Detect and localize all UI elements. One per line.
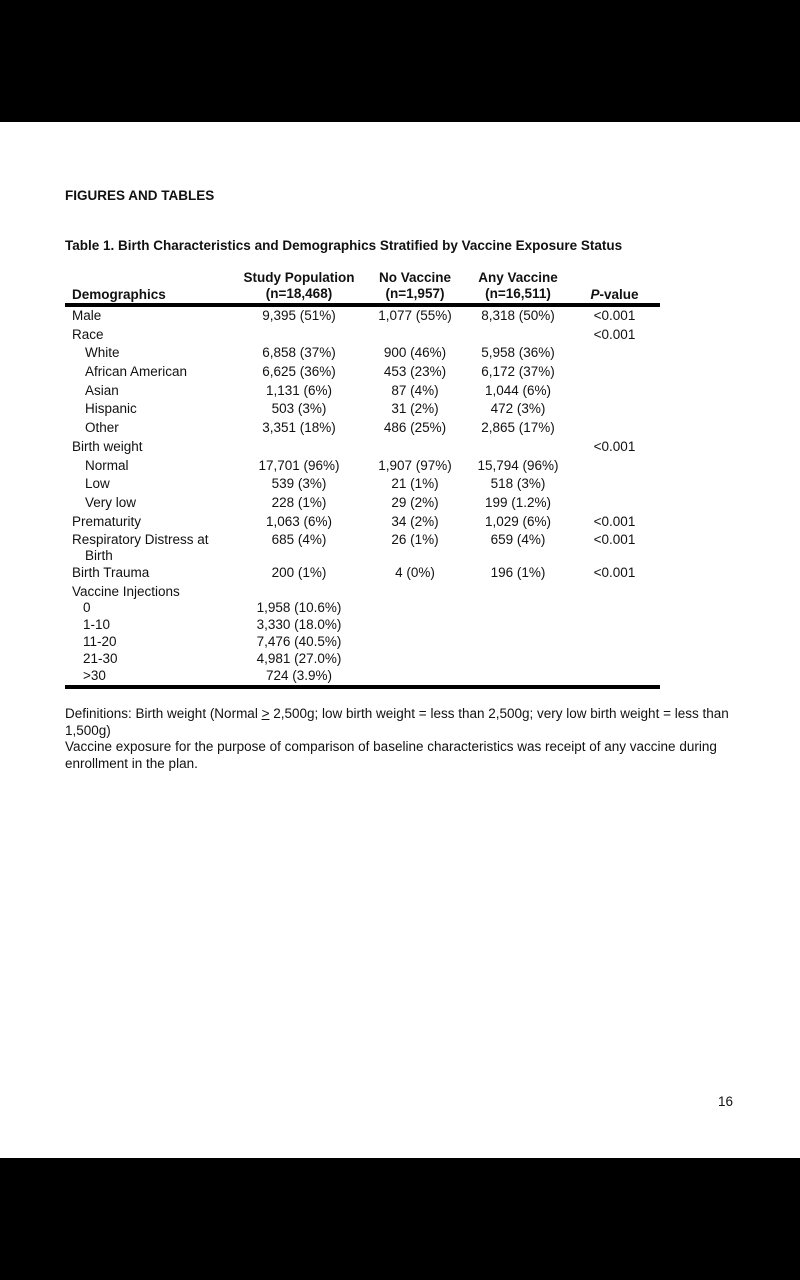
table-row bbox=[65, 531, 660, 564]
study-population-cell: 6,625 (36%) bbox=[262, 364, 336, 380]
study-population-cell: 228 (1%) bbox=[271, 494, 327, 510]
table-row bbox=[65, 617, 660, 634]
header-study-population: Study Population (n=18,468) bbox=[243, 270, 355, 301]
row-label: Other bbox=[85, 420, 119, 436]
study-population-cell: 1,958 (10.6%) bbox=[256, 600, 342, 616]
row-label: Very low bbox=[85, 494, 137, 510]
p-value-cell: <0.001 bbox=[593, 438, 636, 454]
no-vaccine-cell: 4 (0%) bbox=[395, 565, 435, 581]
row-label: Low bbox=[85, 476, 110, 492]
any-vaccine-cell: 199 (1.2%) bbox=[484, 494, 552, 510]
no-vaccine-cell: 900 (46%) bbox=[383, 345, 447, 361]
table-row bbox=[65, 363, 660, 382]
header-any-vaccine: Any Vaccine (n=16,511) bbox=[478, 270, 558, 301]
no-vaccine-cell: 1,907 (97%) bbox=[378, 457, 452, 473]
row-label: Asian bbox=[85, 382, 119, 398]
table-row bbox=[65, 651, 660, 668]
demographics-table bbox=[65, 270, 660, 689]
table-row bbox=[65, 564, 660, 583]
study-population-cell: 17,701 (96%) bbox=[258, 457, 340, 473]
footer-rule bbox=[65, 685, 660, 689]
p-value-cell: <0.001 bbox=[593, 308, 636, 323]
study-population-cell: 9,395 (51%) bbox=[262, 308, 336, 323]
table-row bbox=[65, 344, 660, 363]
study-population-cell: 7,476 (40.5%) bbox=[256, 634, 342, 650]
no-vaccine-cell: 486 (25%) bbox=[383, 420, 447, 436]
row-label: Male bbox=[72, 308, 102, 323]
study-population-cell: 4,981 (27.0%) bbox=[256, 651, 342, 667]
no-vaccine-cell: 26 (1%) bbox=[391, 532, 439, 548]
table-notes bbox=[65, 706, 730, 772]
table-row bbox=[65, 494, 660, 513]
table-row bbox=[65, 400, 660, 419]
row-label: 21-30 bbox=[83, 651, 118, 667]
study-population-cell: 3,330 (18.0%) bbox=[256, 617, 342, 633]
row-label: African American bbox=[85, 364, 188, 380]
exposure-note: Vaccine exposure for the purpose of comparison of baseline characteristics was receipt of any vaccine during enrollment in the plan. bbox=[65, 739, 717, 771]
no-vaccine-cell: 29 (2%) bbox=[391, 494, 439, 510]
row-label: 1-10 bbox=[83, 617, 111, 633]
table-header bbox=[65, 270, 660, 303]
no-vaccine-cell: 453 (23%) bbox=[383, 364, 447, 380]
row-label: >30 bbox=[83, 668, 106, 683]
study-population-cell: 503 (3%) bbox=[271, 401, 327, 417]
table-row bbox=[65, 438, 660, 457]
study-population-cell: 1,131 (6%) bbox=[265, 382, 333, 398]
any-vaccine-cell: 8,318 (50%) bbox=[481, 308, 555, 323]
table-row bbox=[65, 668, 660, 685]
study-population-cell: 3,351 (18%) bbox=[262, 420, 336, 436]
no-vaccine-cell: 1,077 (55%) bbox=[378, 308, 452, 323]
row-label: Birth weight bbox=[72, 438, 143, 454]
document-page bbox=[0, 122, 800, 1158]
any-vaccine-cell: 1,029 (6%) bbox=[484, 513, 552, 529]
definitions-note: Definitions: Birth weight (Normal > 2,500g; low birth weight = less than 2,500g; very low birth weight = less than 1,500g) bbox=[65, 706, 729, 738]
study-population-cell: 724 (3.9%) bbox=[265, 668, 333, 683]
table-row bbox=[65, 307, 660, 326]
any-vaccine-cell: 2,865 (17%) bbox=[481, 420, 555, 436]
any-vaccine-cell: 518 (3%) bbox=[490, 476, 546, 492]
table-title: Table 1. Birth Characteristics and Demographics Stratified by Vaccine Exposure Status bbox=[65, 238, 623, 253]
row-label: 0 bbox=[83, 600, 91, 616]
study-population-cell: 1,063 (6%) bbox=[265, 513, 333, 529]
any-vaccine-cell: 472 (3%) bbox=[490, 401, 546, 417]
p-value-cell: <0.001 bbox=[593, 326, 636, 342]
no-vaccine-cell: 31 (2%) bbox=[391, 401, 439, 417]
no-vaccine-cell: 34 (2%) bbox=[391, 513, 439, 529]
study-population-cell: 6,858 (37%) bbox=[262, 345, 336, 361]
row-label: Race bbox=[72, 326, 104, 342]
any-vaccine-cell: 659 (4%) bbox=[490, 532, 546, 548]
table-body bbox=[65, 307, 660, 685]
p-value-cell: <0.001 bbox=[593, 565, 636, 581]
row-label: Normal bbox=[85, 457, 129, 473]
table-row bbox=[65, 475, 660, 494]
p-value-cell: <0.001 bbox=[593, 532, 636, 548]
study-population-cell: 539 (3%) bbox=[271, 476, 327, 492]
table-row bbox=[65, 382, 660, 401]
header-p-value: P-value bbox=[590, 287, 639, 302]
row-label: Hispanic bbox=[85, 401, 137, 417]
page-number: 16 bbox=[718, 1094, 734, 1109]
table-row bbox=[65, 583, 660, 601]
header-demographics: Demographics bbox=[72, 287, 166, 302]
any-vaccine-cell: 5,958 (36%) bbox=[481, 345, 555, 361]
study-population-cell: 685 (4%) bbox=[271, 532, 327, 548]
row-label: 11-20 bbox=[83, 634, 117, 650]
row-label: Vaccine Injections bbox=[72, 583, 180, 599]
table-row bbox=[65, 326, 660, 345]
no-vaccine-cell: 21 (1%) bbox=[391, 476, 439, 492]
study-population-cell: 200 (1%) bbox=[271, 565, 327, 581]
table-row bbox=[65, 513, 660, 532]
p-value-cell: <0.001 bbox=[593, 513, 636, 529]
no-vaccine-cell: 87 (4%) bbox=[391, 382, 439, 398]
table-row bbox=[65, 634, 660, 651]
any-vaccine-cell: 15,794 (96%) bbox=[477, 457, 559, 473]
table-row bbox=[65, 457, 660, 476]
row-label: Prematurity bbox=[72, 513, 142, 529]
any-vaccine-cell: 6,172 (37%) bbox=[481, 364, 555, 380]
header-no-vaccine: No Vaccine (n=1,957) bbox=[378, 270, 452, 301]
table-row bbox=[65, 419, 660, 438]
any-vaccine-cell: 1,044 (6%) bbox=[484, 382, 552, 398]
row-label: Respiratory Distress at Birth bbox=[72, 532, 209, 564]
row-label: Birth Trauma bbox=[72, 565, 150, 581]
row-label: White bbox=[85, 345, 120, 361]
section-heading: FIGURES AND TABLES bbox=[65, 188, 215, 203]
any-vaccine-cell: 196 (1%) bbox=[490, 565, 546, 581]
table-row bbox=[65, 600, 660, 617]
